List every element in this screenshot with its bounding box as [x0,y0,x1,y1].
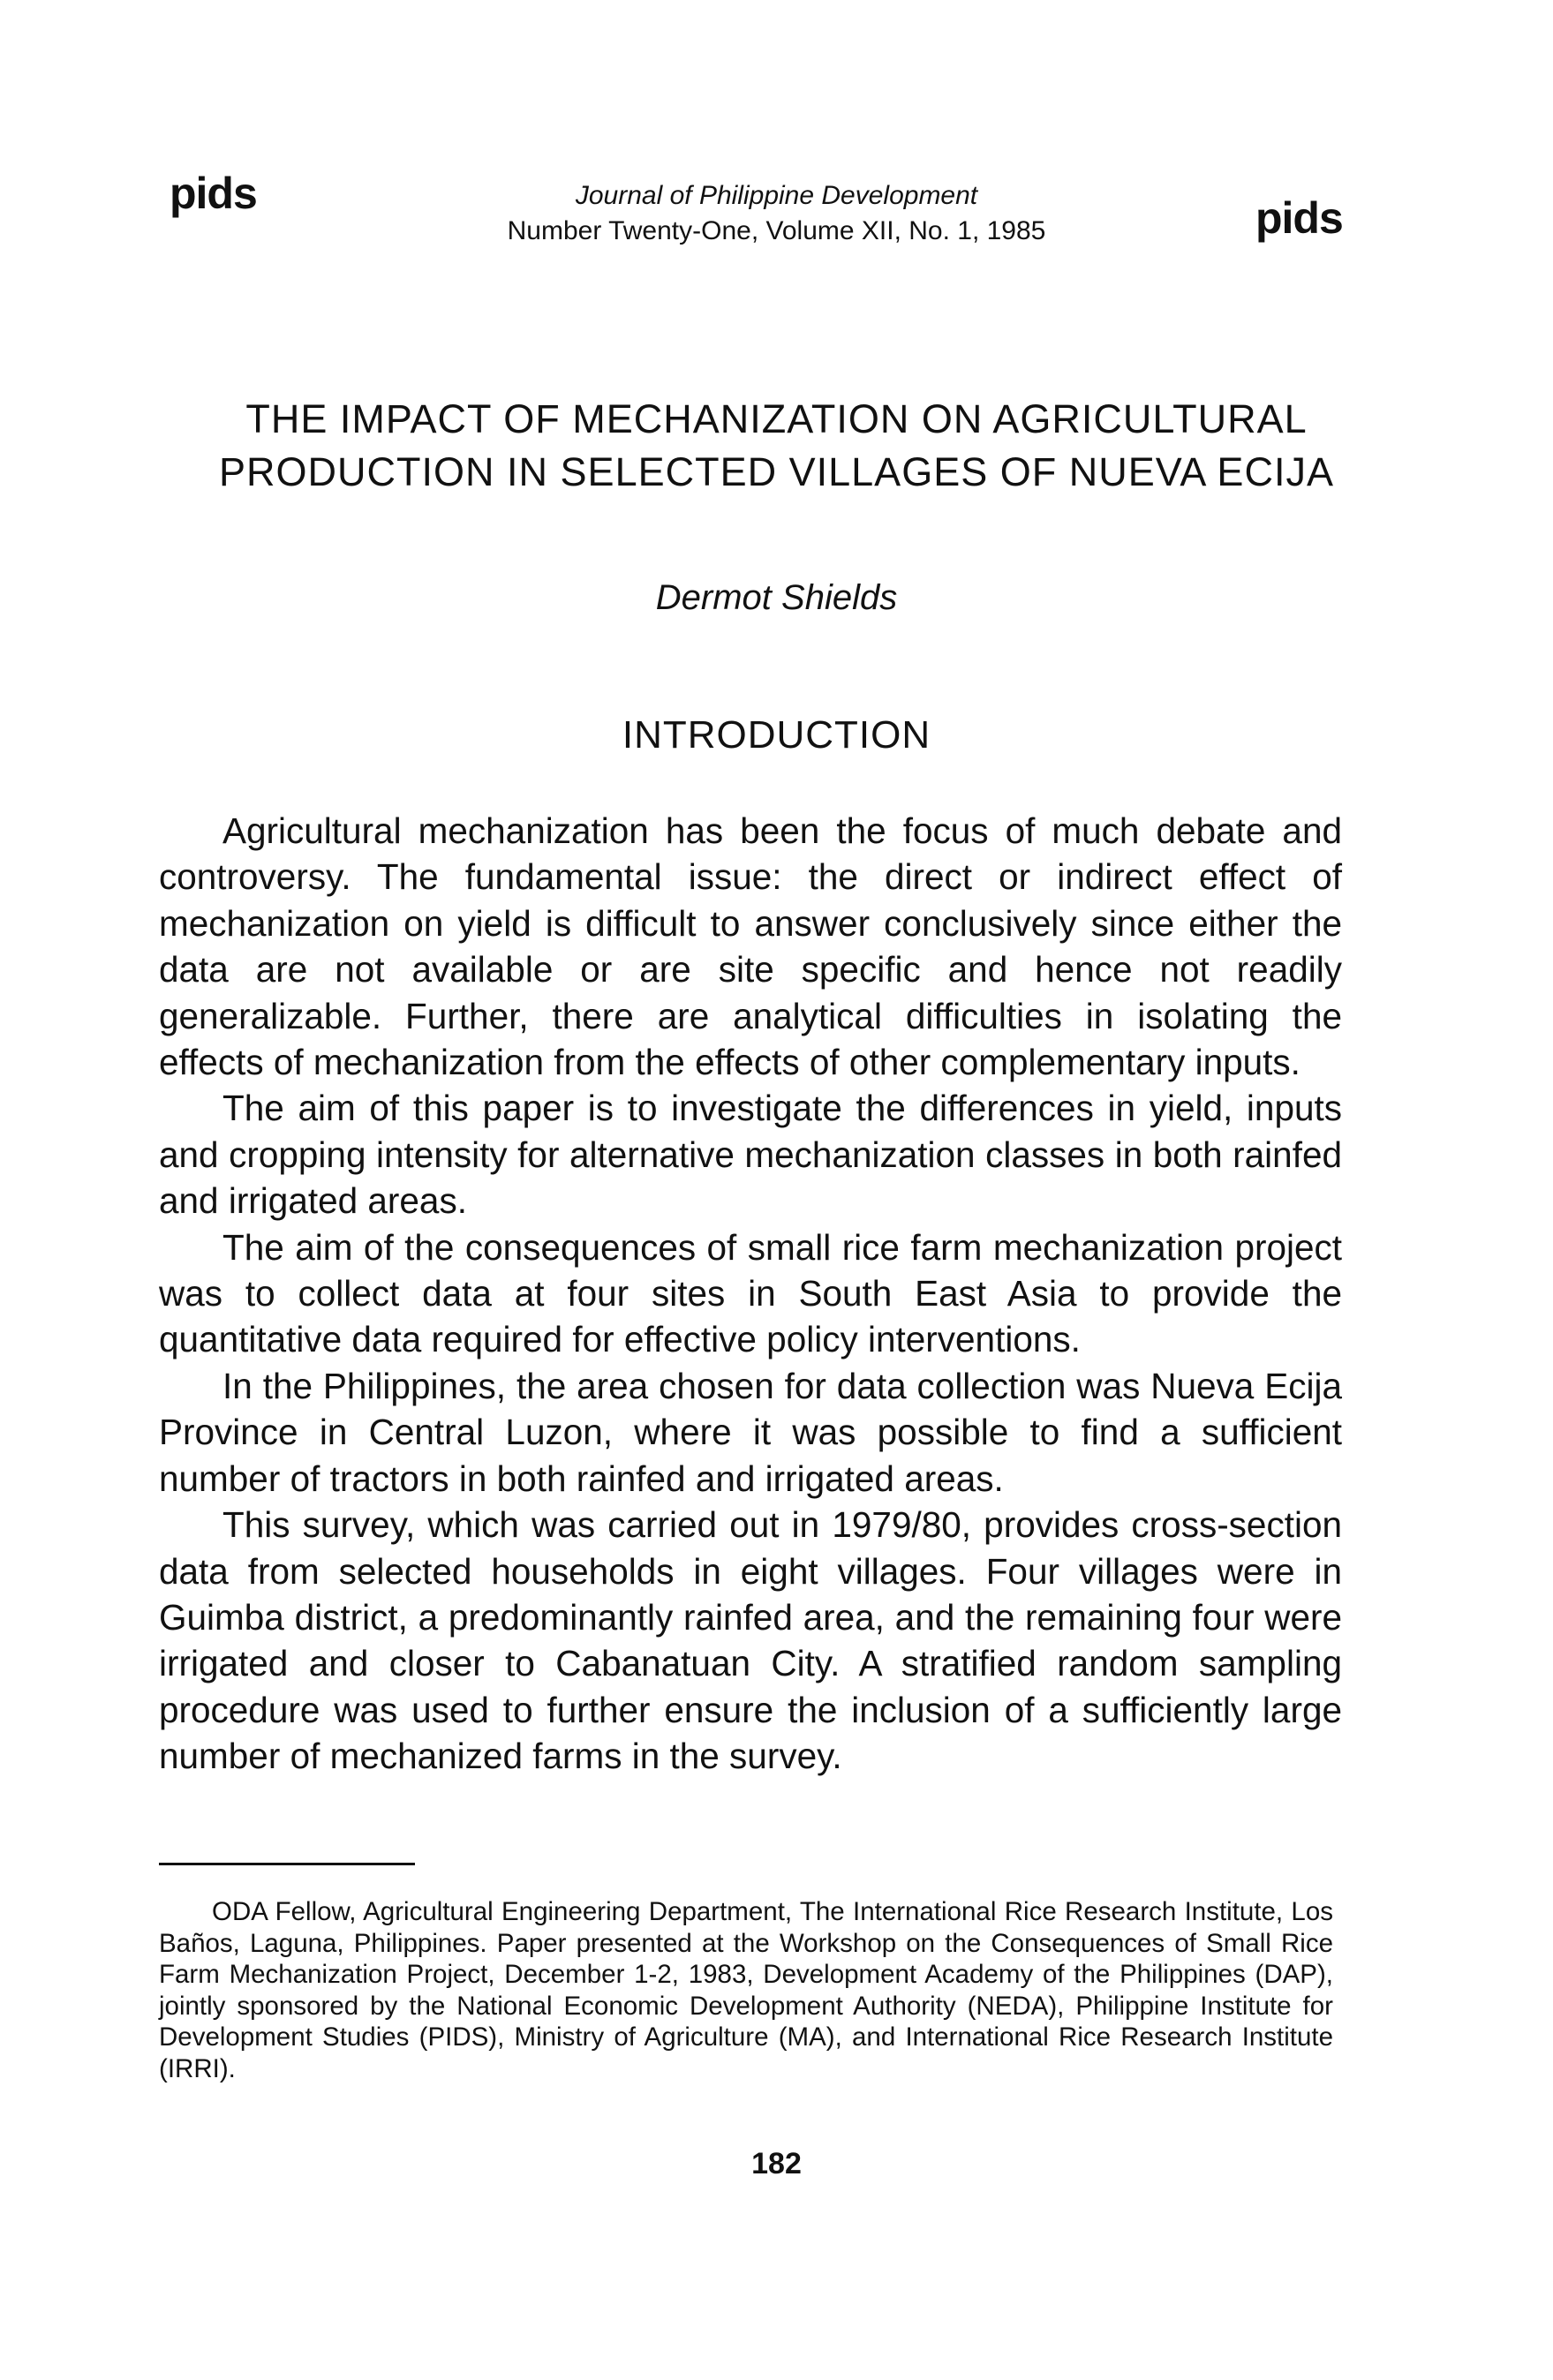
footnote [159,1896,1333,2084]
author-name: Dermot Shields [655,578,898,617]
page-number: 182 [751,2147,802,2180]
footnote-divider [159,1863,415,1865]
pids-logo-right: pids [1255,193,1343,243]
paragraph: This survey, which was carried out in 1979/80, provides cross-section data from selected households in eight villages. Four villages were in Guimba district, a predominantly rainfed area, and the remaining four were irrigated and closer to Cabanatuan City. A stratified random sampling procedure was used to further ensure the inclusion of a sufficiently large number of mechanized farms in the survey. [159,1504,1342,1777]
paragraph: The aim of the consequences of small rice farm mechanization project was to collect data at four sites in South East Asia to provide the quantitative data required for effective policy interventions. [159,1226,1342,1360]
journal-header [0,178,1553,249]
pids-logo-left: pids [170,169,257,218]
article-title: THE IMPACT OF MECHANIZATION ON AGRICULTURAL PRODUCTION IN SELECTED VILLAGES OF NUEVA ECIJA [219,396,1334,494]
paragraph: In the Philippines, the area chosen for data collection was Nueva Ecija Province in Central Luzon, where it was possible to find a sufficient number of tractors in both rainfed and irrigated areas. [159,1365,1342,1499]
issue-line: Number Twenty-One, Volume XII, No. 1, 1985 [507,216,1046,245]
footnote-text: ODA Fellow, Agricultural Engineering Department, The International Rice Research Institute, Los Baños, Laguna, Philippines. Paper presented at the Workshop on the Consequences of Small Rice Farm Mechanization Project, December 1-2, 1983, Development Academy of the Philippines (DAP), jointly sponsored by the National Economic Development Authority (NEDA), Philippine Institute for Development Studies (PIDS), Ministry of Agriculture (MA), and International Rice Research Institute (IRRI). [159,1897,1333,2083]
paragraph: The aim of this paper is to investigate the differences in yield, inputs and cropping intensity for alternative mechanization classes in both rainfed and irrigated areas. [159,1088,1342,1222]
section-heading: INTRODUCTION [622,713,931,757]
journal-name: Journal of Philippine Development [575,181,978,210]
paragraph: Agricultural mechanization has been the focus of much debate and controversy. The fundamental issue: the direct or indirect effect of mechanization on yield is difficult to answer conclusively since either the data are not available or are site specific and hence not readily generalizable. Further, there are analytical difficulties in isolating the effects of mechanization from the effects of other complementary inputs. [159,810,1342,1083]
article-body [159,808,1342,1780]
